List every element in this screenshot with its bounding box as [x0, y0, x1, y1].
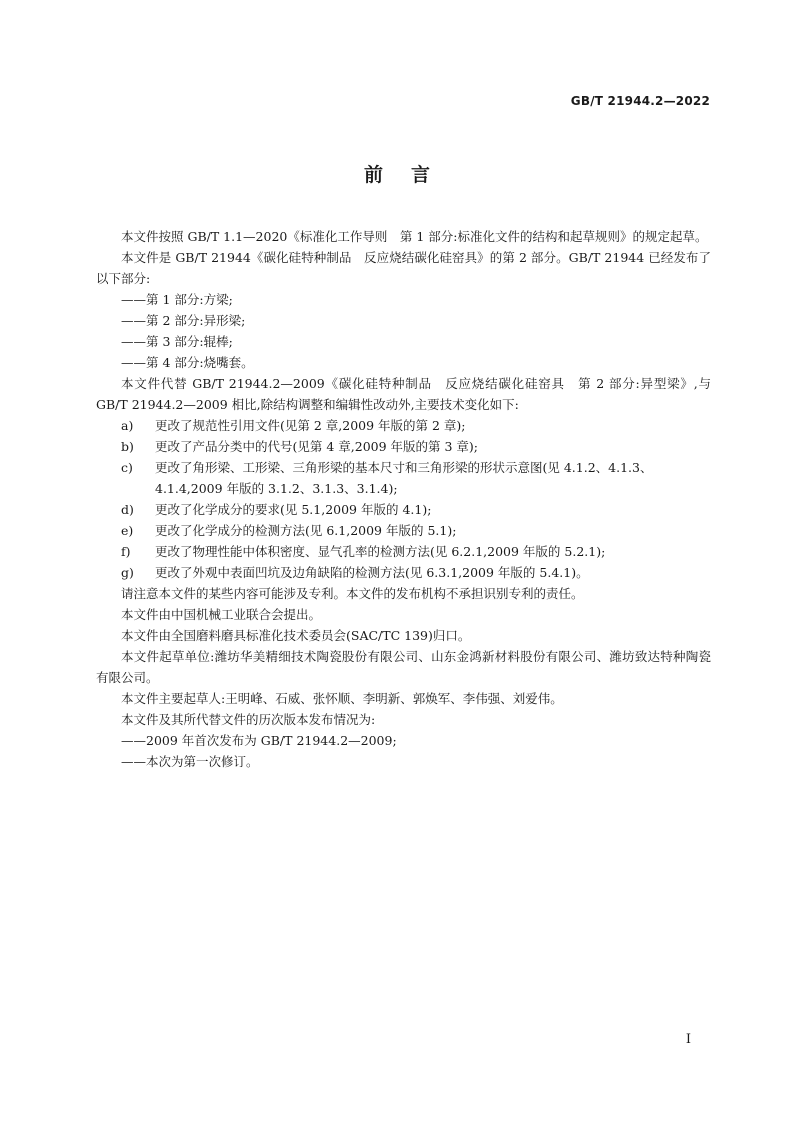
- change-label: d): [121, 502, 134, 517]
- change-label: b): [121, 439, 134, 454]
- paragraph-drafters: 本文件主要起草人:王明峰、石威、张怀顺、李明新、郭焕军、李伟强、刘爱伟。: [121, 691, 563, 706]
- list-item: ——本次为第一次修订。: [121, 754, 259, 769]
- paragraph-replacement: 本文件代替 GB/T 21944.2—2009《碳化硅特种制品 反应烧结碳化硅窑具 第 2 部分:异型梁》,与 GB/T 21944.2—2009 相比,除结构调整和编辑性改动外,主要技术变化如下:: [96, 376, 711, 412]
- change-item: [96, 520, 711, 541]
- list-item: ——第 3 部分:辊棒;: [121, 334, 233, 349]
- paragraph-drafting-units: 本文件起草单位:潍坊华美精细技术陶瓷股份有限公司、山东金鸿新材料股份有限公司、潍坊致达特种陶瓷有限公司。: [96, 649, 711, 685]
- standard-code: GB/T 21944.2—2022: [570, 94, 710, 108]
- change-label: c): [121, 460, 133, 475]
- list-item: ——第 1 部分:方梁;: [121, 292, 233, 307]
- change-item: [96, 436, 711, 457]
- list-item: ——2009 年首次发布为 GB/T 21944.2—2009;: [121, 733, 397, 748]
- change-text: 更改了外观中表面凹坑及边角缺陷的检测方法(见 6.3.1,2009 年版的 5.4.1)。: [155, 565, 589, 580]
- paragraph-series-info: 本文件是 GB/T 21944《碳化硅特种制品 反应烧结碳化硅窑具》的第 2 部分。GB/T 21944 已经发布了以下部分:: [96, 250, 711, 286]
- list-item: ——第 2 部分:异形梁;: [121, 313, 246, 328]
- change-text: 更改了产品分类中的代号(见第 4 章,2009 年版的第 3 章);: [155, 439, 479, 454]
- change-item: [96, 415, 711, 436]
- change-item: [96, 562, 711, 583]
- paragraph-history-intro: 本文件及其所代替文件的历次版本发布情况为:: [121, 712, 376, 727]
- change-label: g): [121, 565, 134, 580]
- change-label: e): [121, 523, 134, 538]
- foreword-body: [96, 226, 711, 772]
- change-text: 更改了规范性引用文件(见第 2 章,2009 年版的第 2 章);: [155, 418, 466, 433]
- change-item: [96, 457, 711, 499]
- paragraph-patent-notice: 请注意本文件的某些内容可能涉及专利。本文件的发布机构不承担识别专利的责任。: [121, 586, 584, 601]
- page-number: I: [685, 1032, 691, 1047]
- change-label: f): [121, 544, 131, 559]
- change-text: 更改了物理性能中体积密度、显气孔率的检测方法(见 6.2.1,2009 年版的 5.2.1);: [155, 544, 606, 559]
- change-text: 更改了化学成分的检测方法(见 6.1,2009 年版的 5.1);: [155, 523, 457, 538]
- paragraph-proposer: 本文件由中国机械工业联合会提出。: [121, 607, 322, 622]
- page-title: 前言: [363, 164, 458, 186]
- change-item: [96, 499, 711, 520]
- change-text: 更改了化学成分的要求(见 5.1,2009 年版的 4.1);: [155, 502, 432, 517]
- change-item: [96, 541, 711, 562]
- list-item: ——第 4 部分:烧嘴套。: [121, 355, 254, 370]
- paragraph-committee: 本文件由全国磨料磨具标准化技术委员会(SAC/TC 139)归口。: [121, 628, 471, 643]
- change-text: 更改了角形梁、工形梁、三角形梁的基本尺寸和三角形梁的形状示意图(见 4.1.2、4.1.3、4.1.4,2009 年版的 3.1.2、3.1.3、3.1.4);: [155, 460, 653, 496]
- change-label: a): [121, 418, 134, 433]
- paragraph-drafting-rules: 本文件按照 GB/T 1.1—2020《标准化工作导则 第 1 部分:标准化文件的结构和起草规则》的规定起草。: [121, 229, 708, 244]
